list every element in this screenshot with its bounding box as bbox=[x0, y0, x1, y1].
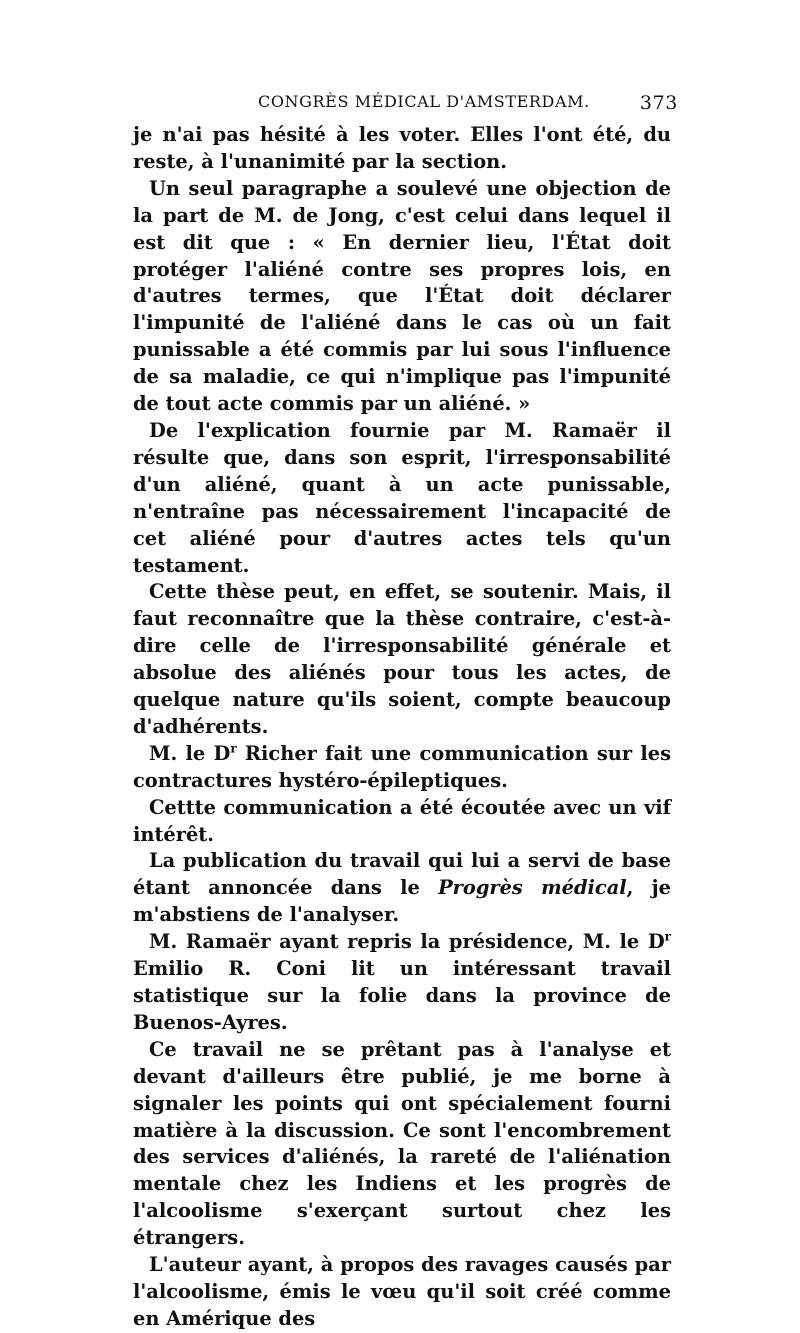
page-number: 373 bbox=[639, 92, 678, 114]
running-header bbox=[258, 92, 678, 118]
doctor-superscript: r bbox=[664, 929, 671, 944]
paragraph-1: je n'ai pas hésité à les voter. Elles l'ont été, du reste, à l'unanimité par la section. bbox=[133, 123, 671, 173]
paragraph-8-text-b: Emilio R. Coni lit un intéressant travail statistique sur la folie dans la province de Buenos-Ayres. bbox=[133, 957, 671, 1034]
running-title: CONGRÈS MÉDICAL D'AMSTERDAM. bbox=[258, 92, 590, 111]
paragraph-8-text-a: M. Ramaër ayant repris la présidence, M. le D bbox=[149, 930, 665, 954]
doctor-superscript: r bbox=[230, 741, 237, 756]
paragraph-4: Cette thèse peut, en effet, se soutenir. Mais, il faut reconnaître que la thèse contraire, c'est-à-dire celle de l'irresponsabilité générale et absolue des aliénés pour tous les actes, de quelque nature qu'ils soient, compte beaucoup d'adhérents. bbox=[133, 580, 671, 738]
paragraph-8 bbox=[133, 929, 671, 1037]
paragraph-10: L'auteur ayant, à propos des ravages causés par l'alcoolisme, émis le vœu qu'il soit créé comme en Amérique des bbox=[133, 1253, 671, 1330]
paragraph-6: Cettte communication a été écoutée avec un vif intérêt. bbox=[133, 795, 671, 846]
paragraph-7 bbox=[133, 848, 671, 929]
paragraph-9: Ce travail ne se prêtant pas à l'analyse et devant d'ailleurs être publié, je me borne à signaler les points qui ont spécialement fourni matière à la discussion. Ce sont l'encombrement des services d'aliénés, la rareté de l'aliénation mentale chez les Indiens et les progrès de l'alcoolisme s'exerçant surtout chez les étrangers. bbox=[133, 1037, 671, 1250]
paragraph-5-text-a: M. le D bbox=[149, 741, 231, 765]
journal-title: Progrès médical bbox=[438, 876, 627, 900]
paragraph-5 bbox=[133, 741, 671, 795]
paragraph-2: Un seul paragraphe a soulevé une objection de la part de M. de Jong, c'est celui dans lequel il est dit que : « En dernier lieu, l'État doit protéger l'aliéné contre ses propres lois, en d'autres termes, que l'État doit déclarer l'impunité de l'aliéné dans le cas où un fait punissable a été commis par lui sous l'influence de sa maladie, ce qui n'implique pas l'impunité de tout acte commis par un aliéné. » bbox=[133, 176, 671, 416]
paragraph-7-text-a: La publication du travail qui lui a servi de base étant annoncée dans le bbox=[133, 849, 671, 900]
body-text bbox=[133, 122, 671, 1333]
paragraph-7-text-b: , je m'abstiens de l'analyser. bbox=[133, 876, 672, 927]
paragraph-3: De l'explication fournie par M. Ramaër il résulte que, dans son esprit, l'irresponsabilité d'un aliéné, quant à un acte punissable, n'entraîne pas nécessairement l'incapacité de cet aliéné pour d'autres actes tels qu'un testament. bbox=[133, 418, 671, 577]
paragraph-5-text-b: Richer fait une communication sur les contractures hystéro-épileptiques. bbox=[133, 741, 671, 792]
